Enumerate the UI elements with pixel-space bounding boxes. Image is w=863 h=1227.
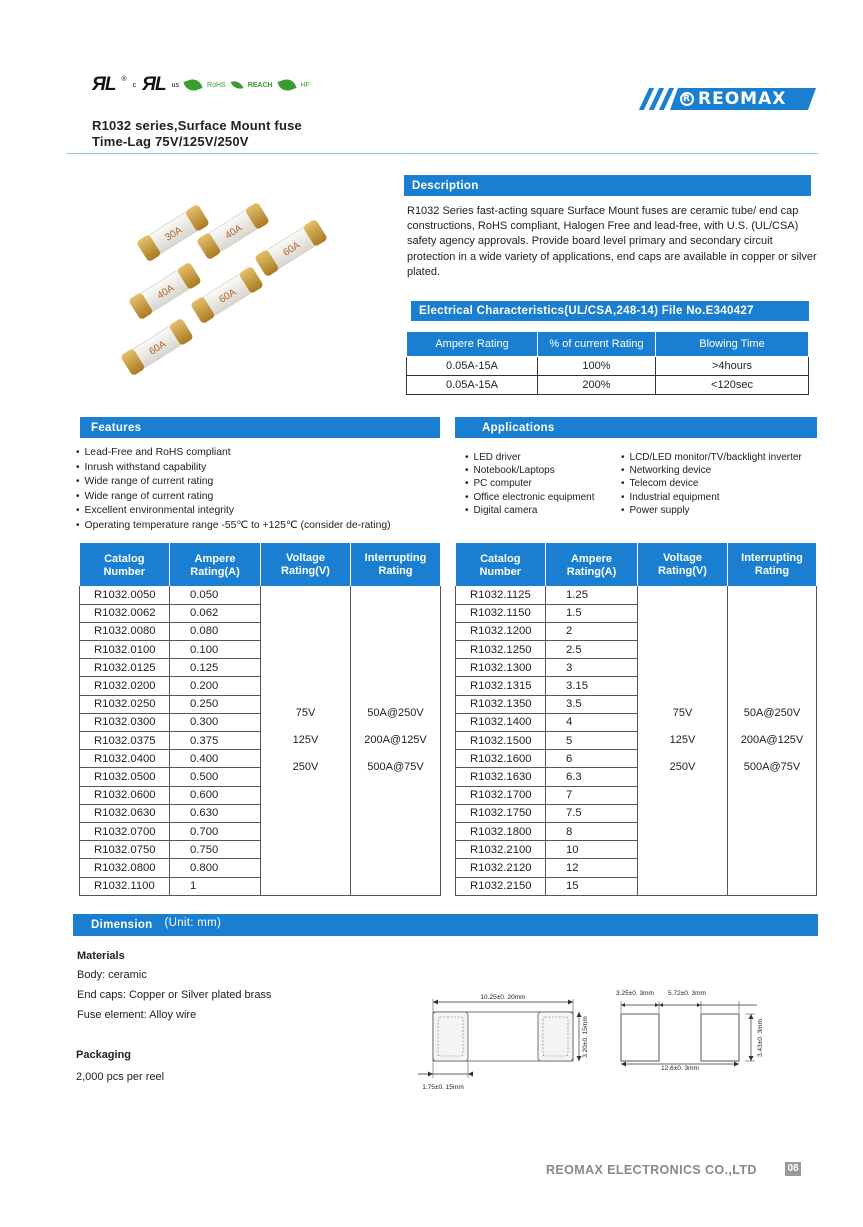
features-list xyxy=(76,446,446,534)
csa-c-label: c xyxy=(132,81,137,89)
catalog-number-cell: R1032.0375 xyxy=(80,732,170,750)
fuse-rating-label: 30A xyxy=(163,224,185,244)
ampere-rating-cell: 2 xyxy=(546,622,638,640)
electrical-table xyxy=(406,331,809,395)
ec-cell: 0.05A-15A xyxy=(407,376,538,395)
ampere-rating-cell: 1.25 xyxy=(546,586,638,604)
catalog-number-cell: R1032.0062 xyxy=(80,604,170,622)
list-item: • Excellent environmental integrity xyxy=(76,504,446,519)
catalog-number-cell: R1032.1100 xyxy=(80,877,170,895)
voltage-rating-cell xyxy=(261,586,351,895)
ampere-rating-cell: 0.050 xyxy=(170,586,261,604)
ampere-rating-cell: 12 xyxy=(546,859,638,877)
list-item: • Operating temperature range -55℃ to +125℃ (consider de-rating) xyxy=(76,519,446,534)
product-photo xyxy=(115,185,355,390)
catalog-header: Ampere Rating(A) xyxy=(170,543,261,586)
ampere-rating-cell: 7.5 xyxy=(546,804,638,822)
dim-pad-gap-label: 5.72±0. 3mm xyxy=(668,990,706,997)
catalog-header: Voltage Rating(V) xyxy=(638,543,728,586)
catalog-number-cell: R1032.0600 xyxy=(80,786,170,804)
catalog-number-cell: R1032.1750 xyxy=(456,804,546,822)
ampere-rating-cell: 0.630 xyxy=(170,804,261,822)
voltage-value: 125V xyxy=(669,733,696,746)
catalog-number-cell: R1032.1400 xyxy=(456,713,546,731)
table-row xyxy=(407,357,809,376)
catalog-header: Catalog Number xyxy=(80,543,170,586)
fuse-image xyxy=(196,202,270,261)
ampere-rating-cell: 4 xyxy=(546,713,638,731)
ec-cell: >4hours xyxy=(656,357,809,376)
hf-leaf-icon xyxy=(277,77,296,94)
catalog-number-cell: R1032.1150 xyxy=(456,604,546,622)
cul-mark-icon: ЯL xyxy=(142,74,166,95)
catalog-number-cell: R1032.1600 xyxy=(456,750,546,768)
interrupting-value: 500A@75V xyxy=(367,760,424,773)
list-item: • Telecom device xyxy=(621,477,821,490)
ampere-rating-cell: 0.750 xyxy=(170,841,261,859)
applications-heading: Applications xyxy=(455,417,817,438)
catalog-header: Ampere Rating(A) xyxy=(546,543,638,586)
fuse-image xyxy=(120,318,194,377)
catalog-header: Interrupting Rating xyxy=(351,543,441,586)
catalog-number-cell: R1032.2150 xyxy=(456,877,546,895)
list-item: • Digital camera xyxy=(465,504,625,517)
catalog-number-cell: R1032.2100 xyxy=(456,841,546,859)
interrupting-value: 50A@250V xyxy=(367,706,424,719)
list-item: • PC computer xyxy=(465,477,625,490)
list-item: • Wide range of current rating xyxy=(76,490,446,505)
dim-length-label: 10.25±0. 20mm xyxy=(480,994,526,1001)
catalog-number-cell: R1032.1200 xyxy=(456,622,546,640)
ampere-rating-cell: 0.250 xyxy=(170,695,261,713)
catalog-table-left xyxy=(79,543,441,896)
dimension-title: Dimension xyxy=(91,919,153,931)
ampere-rating-cell: 0.300 xyxy=(170,713,261,731)
ampere-rating-cell: 10 xyxy=(546,841,638,859)
fuse-image xyxy=(136,204,210,263)
catalog-number-cell: R1032.0100 xyxy=(80,641,170,659)
ampere-rating-cell: 0.100 xyxy=(170,641,261,659)
dimension-unit: (Unit: mm) xyxy=(164,917,222,929)
ampere-rating-cell: 15 xyxy=(546,877,638,895)
rohs-label: RoHS xyxy=(207,81,226,89)
ampere-rating-cell: 6 xyxy=(546,750,638,768)
dim-pad-total-label: 12.6±0. 3mm xyxy=(661,1065,699,1072)
catalog-number-cell: R1032.1800 xyxy=(456,822,546,840)
catalog-number-cell: R1032.1630 xyxy=(456,768,546,786)
page-title xyxy=(92,118,302,150)
catalog-number-cell: R1032.1300 xyxy=(456,659,546,677)
catalog-number-cell: R1032.1250 xyxy=(456,641,546,659)
fuse-image xyxy=(254,219,328,278)
ampere-rating-cell: 1 xyxy=(170,877,261,895)
dim-height-label: 3.20±0. 15mm xyxy=(582,1016,589,1058)
catalog-header: Catalog Number xyxy=(456,543,546,586)
ec-header-blowing: Blowing Time xyxy=(656,332,809,357)
catalog-number-cell: R1032.1700 xyxy=(456,786,546,804)
fuse-dimension-drawing xyxy=(410,990,595,1095)
applications-list-2 xyxy=(621,451,821,517)
ec-cell: 0.05A-15A xyxy=(407,357,538,376)
catalog-table-right xyxy=(455,543,817,896)
list-item: • Wide range of current rating xyxy=(76,475,446,490)
reomax-logo xyxy=(640,88,812,110)
fuse-rating-label: 40A xyxy=(155,282,177,302)
ampere-rating-cell: 3 xyxy=(546,659,638,677)
catalog-number-cell: R1032.0750 xyxy=(80,841,170,859)
material-element: Fuse element: Alloy wire xyxy=(77,1009,197,1021)
voltage-value: 250V xyxy=(669,760,696,773)
ampere-rating-cell: 7 xyxy=(546,786,638,804)
fuse-rating-label: 40A xyxy=(223,222,245,242)
voltage-value: 125V xyxy=(292,733,319,746)
list-item: • Notebook/Laptops xyxy=(465,464,625,477)
catalog-number-cell: R1032.1125 xyxy=(456,586,546,604)
catalog-number-cell: R1032.0125 xyxy=(80,659,170,677)
list-item: • Industrial equipment xyxy=(621,491,821,504)
ampere-rating-cell: 3.15 xyxy=(546,677,638,695)
interrupting-value: 200A@125V xyxy=(740,733,804,746)
title-line-1: R1032 series,Surface Mount fuse xyxy=(92,118,302,133)
ec-cell: 100% xyxy=(538,357,656,376)
list-item: • LED driver xyxy=(465,451,625,464)
interrupting-value: 500A@75V xyxy=(743,760,801,773)
catalog-header: Interrupting Rating xyxy=(728,543,817,586)
catalog-number-cell: R1032.0080 xyxy=(80,622,170,640)
dim-cap-label: 1.75±0. 15mm xyxy=(422,1084,464,1091)
title-line-2: Time-Lag 75V/125V/250V xyxy=(92,134,249,149)
dim-pad-height-label: 3.43±0. 3mm xyxy=(757,1019,764,1057)
ampere-rating-cell: 1.5 xyxy=(546,604,638,622)
reach-leaf-icon xyxy=(230,79,243,92)
footer-company: REOMAX ELECTRONICS CO.,LTD xyxy=(546,1163,757,1177)
header-divider xyxy=(66,153,818,154)
csa-us-label: us xyxy=(171,81,180,89)
ampere-rating-cell: 6.3 xyxy=(546,768,638,786)
rohs-leaf-icon xyxy=(183,77,202,94)
material-endcaps: End caps: Copper or Silver plated brass xyxy=(77,989,272,1001)
table-row xyxy=(456,586,817,604)
catalog-header: Voltage Rating(V) xyxy=(261,543,351,586)
interrupting-rating-cell xyxy=(351,586,441,895)
reach-label: REACH xyxy=(247,81,273,89)
ec-cell: <120sec xyxy=(656,376,809,395)
ampere-rating-cell: 8 xyxy=(546,822,638,840)
list-item: • Power supply xyxy=(621,504,821,517)
catalog-number-cell: R1032.0300 xyxy=(80,713,170,731)
ampere-rating-cell: 0.400 xyxy=(170,750,261,768)
interrupting-value: 50A@250V xyxy=(743,706,801,719)
fuse-image xyxy=(190,266,264,325)
ec-header-ampere: Ampere Rating xyxy=(407,332,538,357)
electrical-heading: Electrical Characteristics(UL/CSA,248-14) File No.E340427 xyxy=(411,301,809,321)
ul-mark-icon: ЯL xyxy=(92,74,116,95)
dimension-heading xyxy=(73,914,818,936)
catalog-number-cell: R1032.1315 xyxy=(456,677,546,695)
fuse-rating-label: 60A xyxy=(147,338,169,358)
table-row xyxy=(407,376,809,395)
packaging-heading: Packaging xyxy=(76,1049,132,1061)
catalog-number-cell: R1032.0700 xyxy=(80,822,170,840)
hf-label: HF xyxy=(300,81,310,89)
ampere-rating-cell: 0.500 xyxy=(170,768,261,786)
ampere-rating-cell: 0.600 xyxy=(170,786,261,804)
voltage-value: 75V xyxy=(295,706,316,719)
interrupting-value: 200A@125V xyxy=(364,733,427,746)
ampere-rating-cell: 2.5 xyxy=(546,641,638,659)
ampere-rating-cell: 0.800 xyxy=(170,859,261,877)
fuse-rating-label: 60A xyxy=(281,239,303,259)
logo-mark-icon: R xyxy=(680,92,694,106)
catalog-number-cell: R1032.0400 xyxy=(80,750,170,768)
ampere-rating-cell: 0.375 xyxy=(170,732,261,750)
table-row xyxy=(80,586,441,604)
catalog-number-cell: R1032.0800 xyxy=(80,859,170,877)
interrupting-rating-cell xyxy=(728,586,817,895)
list-item: • Office electronic equipment xyxy=(465,491,625,504)
packaging-text: 2,000 pcs per reel xyxy=(76,1071,165,1083)
catalog-number-cell: R1032.0630 xyxy=(80,804,170,822)
ampere-rating-cell: 3.5 xyxy=(546,695,638,713)
catalog-number-cell: R1032.0050 xyxy=(80,586,170,604)
applications-list-1 xyxy=(465,451,625,517)
page-number: 08 xyxy=(785,1162,801,1176)
ampere-rating-cell: 5 xyxy=(546,732,638,750)
description-text: R1032 Series fast-acting square Surface Mount fuses are ceramic tube/ end cap constructions, RoHS compliant, Halogen Free and lead-free, with U.S. (UL/CSA) safety agency approvals. Provide board level primary and secondary circuit protection in a wide variety of applications, end caps are available in copper or silver plated. xyxy=(407,205,817,278)
catalog-number-cell: R1032.2120 xyxy=(456,859,546,877)
ampere-rating-cell: 0.080 xyxy=(170,622,261,640)
dim-pad-width-label: 3.25±0. 3mm xyxy=(616,990,654,997)
list-item: • Networking device xyxy=(621,464,821,477)
catalog-number-cell: R1032.0500 xyxy=(80,768,170,786)
description-heading: Description xyxy=(404,175,811,196)
ampere-rating-cell: 0.200 xyxy=(170,677,261,695)
list-item: • Lead-Free and RoHS compliant xyxy=(76,446,446,461)
list-item: • Inrush withstand capability xyxy=(76,461,446,476)
ampere-rating-cell: 0.062 xyxy=(170,604,261,622)
materials-heading: Materials xyxy=(77,950,125,962)
features-heading: Features xyxy=(80,417,440,438)
catalog-number-cell: R1032.1500 xyxy=(456,732,546,750)
ec-header-percent: % of current Rating xyxy=(538,332,656,357)
ampere-rating-cell: 0.700 xyxy=(170,822,261,840)
certification-marks: ЯL ® c ЯL us RoHS REACH HF xyxy=(92,74,310,95)
catalog-number-cell: R1032.0200 xyxy=(80,677,170,695)
catalog-number-cell: R1032.0250 xyxy=(80,695,170,713)
fuse-image xyxy=(128,262,202,321)
fuse-rating-label: 60A xyxy=(217,286,239,306)
pad-layout-drawing xyxy=(605,985,775,1075)
material-body: Body: ceramic xyxy=(77,969,147,981)
ec-cell: 200% xyxy=(538,376,656,395)
logo-text: REOMAX xyxy=(698,89,787,109)
list-item: • LCD/LED monitor/TV/backlight inverter xyxy=(621,451,821,464)
voltage-value: 250V xyxy=(292,760,319,773)
ampere-rating-cell: 0.125 xyxy=(170,659,261,677)
voltage-rating-cell xyxy=(638,586,728,895)
voltage-value: 75V xyxy=(672,706,693,719)
catalog-number-cell: R1032.1350 xyxy=(456,695,546,713)
